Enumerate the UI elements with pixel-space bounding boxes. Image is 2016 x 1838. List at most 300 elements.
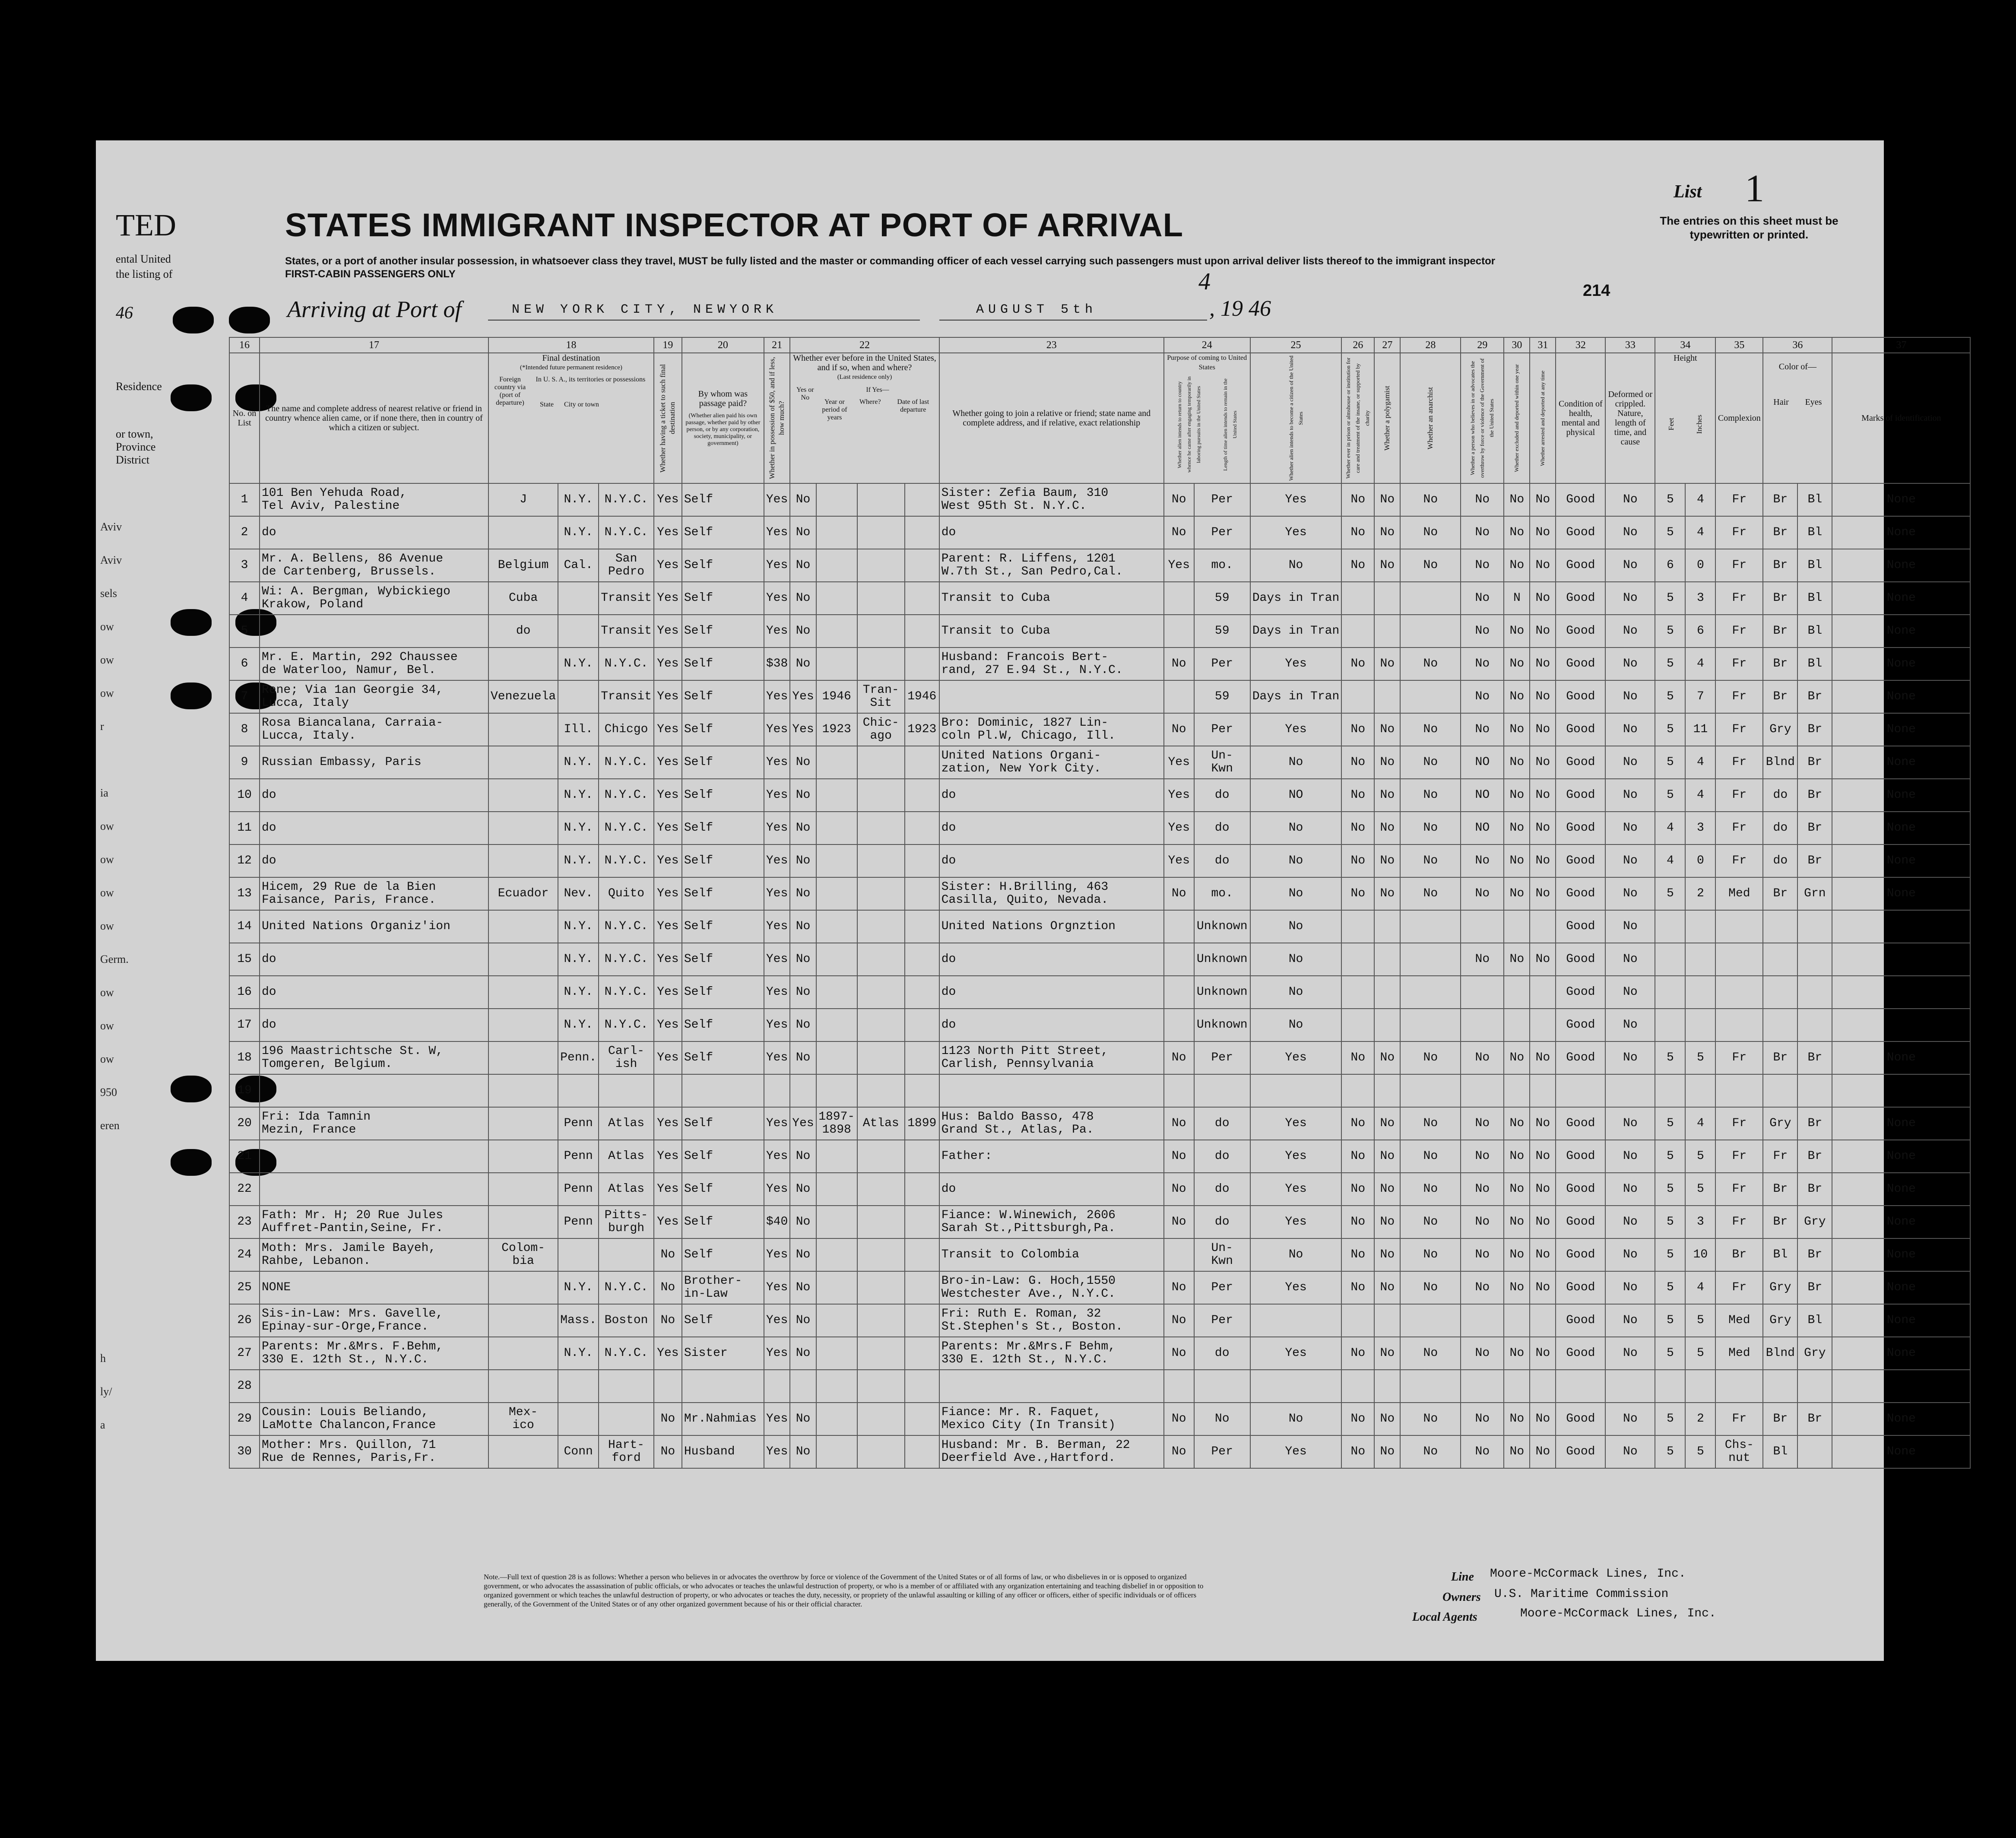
cell-overthrow: No <box>1461 648 1504 680</box>
table-row <box>229 1009 1970 1041</box>
cell-foreign-country <box>488 516 558 549</box>
stub-place: eren <box>100 1119 120 1132</box>
cell-year <box>816 648 857 680</box>
cell-hair: Br <box>1763 549 1797 582</box>
cell-ever-before <box>790 1370 816 1403</box>
cell-fifty-dollars: Yes <box>764 483 790 516</box>
cell-purpose-return: No <box>1164 648 1194 680</box>
cell-inches <box>1685 910 1715 943</box>
cell-purpose-return <box>1164 943 1194 976</box>
cell-complexion: Fr <box>1715 746 1763 779</box>
cell-citizen: No <box>1250 877 1342 910</box>
cell-citizen: No <box>1250 1403 1342 1435</box>
cell-nearest-relative: Mr. A. Bellens, 86 Avenue de Cartenberg, Brussels. <box>260 549 488 582</box>
cell-inches: 5 <box>1685 1337 1715 1370</box>
cell-deported: No <box>1530 615 1556 648</box>
cell-departure <box>905 1041 939 1074</box>
cell-deformed: No <box>1605 1435 1655 1468</box>
cell-deported: No <box>1530 680 1556 713</box>
cell-where <box>857 1173 905 1206</box>
cell-hair <box>1763 1074 1797 1107</box>
cell-purpose-length: No <box>1194 1403 1250 1435</box>
cell-excluded <box>1504 1074 1530 1107</box>
cell-year: 1923 <box>816 713 857 746</box>
cell-ticket: Yes <box>654 483 682 516</box>
cell-marks <box>1832 976 1970 1009</box>
cell-eyes: Bl <box>1797 1304 1832 1337</box>
cell-purpose-return: No <box>1164 877 1194 910</box>
cell-city: N.Y.C. <box>599 1009 654 1041</box>
col-num: 28 <box>1400 337 1461 353</box>
stub-line: ental United <box>116 253 171 265</box>
cell-where <box>857 615 905 648</box>
cell-nearest-relative: United Nations Organiz'ion <box>260 910 488 943</box>
table-row <box>229 779 1970 812</box>
cell-fifty-dollars: Yes <box>764 1403 790 1435</box>
cell-ticket: No <box>654 1403 682 1435</box>
cell-ticket: Yes <box>654 746 682 779</box>
stub-place: ow <box>100 853 114 866</box>
cell-marks: None <box>1832 483 1970 516</box>
col-num: 21 <box>764 337 790 353</box>
cell-inches: 5 <box>1685 1140 1715 1173</box>
cell-nearest-relative <box>260 1370 488 1403</box>
cell-overthrow <box>1461 1009 1504 1041</box>
date-underline <box>939 320 1207 321</box>
cell-citizen: Yes <box>1250 1435 1342 1468</box>
cell-nearest-relative: Parents: Mr.&Mrs. F.Behm, 330 E. 12th St., N.Y.C. <box>260 1337 488 1370</box>
cell-overthrow: NO <box>1461 779 1504 812</box>
cell-joining: Fri: Ruth E. Roman, 32 St.Stephen's St., Boston. <box>939 1304 1164 1337</box>
cell-inches: 0 <box>1685 844 1715 877</box>
cell-foreign-country <box>488 812 558 844</box>
cell-ever-before: No <box>790 1337 816 1370</box>
cell-fifty-dollars: Yes <box>764 844 790 877</box>
cell-feet: 5 <box>1655 1403 1685 1435</box>
cell-deformed: No <box>1605 746 1655 779</box>
cell-joining: do <box>939 1173 1164 1206</box>
col-num: 36 <box>1763 337 1832 353</box>
cell-feet <box>1655 943 1685 976</box>
cell-city: Pitts- burgh <box>599 1206 654 1238</box>
cell-purpose-return <box>1164 1074 1194 1107</box>
subtitle-line: States, or a port of another insular possession, in whatsoever class they travel, MUST be fully listed and the master or commanding officer of each vessel carrying such passengers must upon arrival deliver lists thereof to the immigrant inspector <box>285 255 1496 267</box>
cell-passage-paid: Self <box>682 1206 764 1238</box>
cell-hair: Gry <box>1763 1304 1797 1337</box>
cell-purpose-length: Per <box>1194 483 1250 516</box>
cell-ever-before: No <box>790 1173 816 1206</box>
cell-purpose-length: mo. <box>1194 877 1250 910</box>
cell-inches: 4 <box>1685 516 1715 549</box>
cell-deported: No <box>1530 1238 1556 1271</box>
cell-complexion: Med <box>1715 1304 1763 1337</box>
cell-purpose-length: do <box>1194 1337 1250 1370</box>
cell-joining: Transit to Cuba <box>939 615 1164 648</box>
cell-excluded: No <box>1504 1337 1530 1370</box>
cell-marks <box>1832 910 1970 943</box>
cell-ever-before: No <box>790 615 816 648</box>
cell-joining: do <box>939 976 1164 1009</box>
cell-hair: Bl <box>1763 1238 1797 1271</box>
cell-departure <box>905 976 939 1009</box>
cell-state <box>558 1238 599 1271</box>
cell-where <box>857 1074 905 1107</box>
cell-ever-before: No <box>790 582 816 615</box>
cell-joining: Sister: H.Brilling, 463 Casilla, Quito, Nevada. <box>939 877 1164 910</box>
cell-purpose-return: No <box>1164 1403 1194 1435</box>
header-deformed: Deformed or crippled. Nature, length of time, and cause <box>1605 353 1655 483</box>
cell-purpose-return: Yes <box>1164 549 1194 582</box>
cell-ticket: Yes <box>654 1206 682 1238</box>
stub-place: ia <box>100 787 108 799</box>
footnote-question-28: Note.—Full text of question 28 is as follows: Whether a person who believes in or advocates the overthrow by force or violence of the Government of the United States or of all forms of law, or who disbelieves in or is opposed to organized government, or who advocates the assassination of public officials, or who advocates or teaches the unlawful destruction of property, or who is a member of or affiliated with any organization entertaining and teaching disbelief in or opposition to organized government or which teaches the unlawful destruction of property, or who advocates or teaches the duty, necessity, or propriety of the unlawful assaulting or killing of any officer or officers, either of specific individuals or of officers generally, of the Government of the United States or of any other organized government because of his or their official character. <box>484 1573 1204 1608</box>
cell-nearest-relative: Hicem, 29 Rue de la Bien Faisance, Paris, France. <box>260 877 488 910</box>
cell-departure: 1923 <box>905 713 939 746</box>
cell-complexion: Br <box>1715 1238 1763 1271</box>
cell-city: San Pedro <box>599 549 654 582</box>
cell-state: N.Y. <box>558 910 599 943</box>
cell-purpose-length: Per <box>1194 1304 1250 1337</box>
cell-hair: Br <box>1763 1041 1797 1074</box>
cell-polygamist: No <box>1374 1140 1400 1173</box>
cell-citizen: No <box>1250 549 1342 582</box>
cell-city <box>599 1238 654 1271</box>
cell-passage-paid: Husband <box>682 1435 764 1468</box>
cell-excluded: No <box>1504 812 1530 844</box>
cell-complexion: Fr <box>1715 1107 1763 1140</box>
cell-inches <box>1685 1370 1715 1403</box>
cell-passage-paid: Mr.Nahmias <box>682 1403 764 1435</box>
cell-nearest-relative: 101 Ben Yehuda Road, Tel Aviv, Palestine <box>260 483 488 516</box>
cell-prison <box>1341 680 1374 713</box>
cell-complexion: Fr <box>1715 1403 1763 1435</box>
cell-anarchist: No <box>1400 713 1461 746</box>
stub-place: ow <box>100 920 114 932</box>
cell-polygamist: No <box>1374 746 1400 779</box>
cell-nearest-relative: Moth: Mrs. Jamile Bayeh, Rahbe, Lebanon. <box>260 1238 488 1271</box>
cell-citizen: No <box>1250 844 1342 877</box>
cell-state: N.Y. <box>558 779 599 812</box>
cell-feet: 5 <box>1655 877 1685 910</box>
cell-fifty-dollars: Yes <box>764 1435 790 1468</box>
cell-polygamist: No <box>1374 1041 1400 1074</box>
cell-complexion: Fr <box>1715 844 1763 877</box>
cell-foreign-country: Mex- ico <box>488 1403 558 1435</box>
date-correction: 4 <box>1198 268 1211 295</box>
cell-purpose-return <box>1164 976 1194 1009</box>
cell-marks: None <box>1832 1107 1970 1140</box>
final-destination-note: (*Intended future permanent residence) <box>520 364 622 371</box>
cell-city: N.Y.C. <box>599 779 654 812</box>
cell-ticket: Yes <box>654 713 682 746</box>
cell-fifty-dollars: $38 <box>764 648 790 680</box>
cell-list-number: 28 <box>229 1370 260 1403</box>
cell-joining: Sister: Zefia Baum, 310 West 95th St. N.Y.C. <box>939 483 1164 516</box>
cell-where <box>857 877 905 910</box>
cell-ever-before: No <box>790 1304 816 1337</box>
cell-ever-before: No <box>790 779 816 812</box>
cell-anarchist: No <box>1400 516 1461 549</box>
cell-where <box>857 976 905 1009</box>
cell-eyes: Gry <box>1797 1206 1832 1238</box>
cell-purpose-length: Unknown <box>1194 976 1250 1009</box>
cell-list-number: 19 <box>229 1074 260 1107</box>
arrival-year: , 19 46 <box>1209 296 1271 321</box>
cell-list-number: 17 <box>229 1009 260 1041</box>
cell-purpose-length: Per <box>1194 713 1250 746</box>
cell-ever-before: No <box>790 1238 816 1271</box>
cell-passage-paid: Self <box>682 1304 764 1337</box>
cell-overthrow: No <box>1461 1041 1504 1074</box>
cell-prison <box>1341 1074 1374 1107</box>
cell-nearest-relative <box>260 615 488 648</box>
stub-place: Germ. <box>100 953 129 965</box>
cell-nearest-relative: Cousin: Louis Beliando, LaMotte Chalancon,France <box>260 1403 488 1435</box>
cell-polygamist <box>1374 1074 1400 1107</box>
punch-hole <box>171 1076 212 1102</box>
punch-hole <box>229 307 270 333</box>
cell-marks: None <box>1832 812 1970 844</box>
header-color-of: Color of— Hair Eyes <box>1763 353 1832 483</box>
cell-ticket: No <box>654 1271 682 1304</box>
cell-ever-before: No <box>790 516 816 549</box>
cell-deported: No <box>1530 1173 1556 1206</box>
cell-list-number: 14 <box>229 910 260 943</box>
cell-fifty-dollars: Yes <box>764 1173 790 1206</box>
cell-polygamist: No <box>1374 779 1400 812</box>
cell-purpose-return: Yes <box>1164 812 1194 844</box>
cell-citizen <box>1250 1304 1342 1337</box>
cell-fifty-dollars: Yes <box>764 1304 790 1337</box>
cell-health: Good <box>1556 582 1605 615</box>
cell-where <box>857 1304 905 1337</box>
cell-fifty-dollars: Yes <box>764 713 790 746</box>
cell-ticket: Yes <box>654 1041 682 1074</box>
list-number: 1 <box>1745 167 1764 210</box>
cell-deformed <box>1605 1370 1655 1403</box>
cell-deformed: No <box>1605 483 1655 516</box>
cell-feet <box>1655 1074 1685 1107</box>
cell-deported: No <box>1530 516 1556 549</box>
cell-foreign-country <box>488 1173 558 1206</box>
cell-overthrow: No <box>1461 1271 1504 1304</box>
cell-prison: No <box>1341 1140 1374 1173</box>
cell-list-number: 9 <box>229 746 260 779</box>
cell-nearest-relative: do <box>260 844 488 877</box>
cell-hair <box>1763 1370 1797 1403</box>
table-row <box>229 1403 1970 1435</box>
cell-health: Good <box>1556 877 1605 910</box>
cell-purpose-length: Un- Kwn <box>1194 1238 1250 1271</box>
cell-inches: 3 <box>1685 812 1715 844</box>
cell-anarchist: No <box>1400 1271 1461 1304</box>
subtitle-line: FIRST-CABIN PASSENGERS ONLY <box>285 268 456 280</box>
document-subtitle <box>285 255 1581 281</box>
cell-city: Transit <box>599 680 654 713</box>
cell-feet: 5 <box>1655 746 1685 779</box>
local-agents-label: Local Agents <box>1412 1610 1477 1624</box>
cell-overthrow: No <box>1461 549 1504 582</box>
cell-deformed: No <box>1605 1238 1655 1271</box>
cell-joining: Transit to Cuba <box>939 582 1164 615</box>
cell-departure <box>905 943 939 976</box>
cell-citizen: Yes <box>1250 1271 1342 1304</box>
cell-year <box>816 746 857 779</box>
cell-list-number: 11 <box>229 812 260 844</box>
cell-purpose-length: mo. <box>1194 549 1250 582</box>
cell-hair: Br <box>1763 582 1797 615</box>
cell-ticket: Yes <box>654 680 682 713</box>
cell-passage-paid: Self <box>682 844 764 877</box>
cell-joining: do <box>939 844 1164 877</box>
cell-deported <box>1530 1370 1556 1403</box>
cell-year <box>816 1337 857 1370</box>
cell-health: Good <box>1556 844 1605 877</box>
cell-deported: No <box>1530 483 1556 516</box>
cell-citizen: Yes <box>1250 1107 1342 1140</box>
cell-anarchist: No <box>1400 1041 1461 1074</box>
col-num: 34 <box>1655 337 1715 353</box>
cell-health: Good <box>1556 910 1605 943</box>
table-row <box>229 615 1970 648</box>
col-num: 26 <box>1341 337 1374 353</box>
cell-complexion <box>1715 1009 1763 1041</box>
cell-list-number: 26 <box>229 1304 260 1337</box>
cell-departure <box>905 779 939 812</box>
cell-health: Good <box>1556 976 1605 1009</box>
cell-anarchist: No <box>1400 1403 1461 1435</box>
cell-purpose-length: Per <box>1194 516 1250 549</box>
cell-hair: Blnd <box>1763 1337 1797 1370</box>
cell-overthrow <box>1461 1304 1504 1337</box>
cell-purpose-return: No <box>1164 1337 1194 1370</box>
cell-year <box>816 1435 857 1468</box>
cell-where <box>857 1337 905 1370</box>
cell-citizen: No <box>1250 910 1342 943</box>
cell-year: 1946 <box>816 680 857 713</box>
header-c25: Whether alien intends to become a citizen of the United States <box>1250 353 1342 483</box>
cell-eyes <box>1797 976 1832 1009</box>
cell-marks: None <box>1832 1238 1970 1271</box>
cell-overthrow: No <box>1461 615 1504 648</box>
cell-city: N.Y.C. <box>599 910 654 943</box>
table-row <box>229 1173 1970 1206</box>
cell-nearest-relative: Wi: A. Bergman, Wybickiego Krakow, Poland <box>260 582 488 615</box>
cell-passage-paid: Self <box>682 1009 764 1041</box>
cell-polygamist: No <box>1374 844 1400 877</box>
cell-complexion: Fr <box>1715 648 1763 680</box>
cell-excluded: No <box>1504 1403 1530 1435</box>
cell-deformed: No <box>1605 844 1655 877</box>
final-destination-label: Final destination <box>542 353 600 363</box>
cell-citizen: Yes <box>1250 713 1342 746</box>
cell-anarchist: No <box>1400 812 1461 844</box>
cell-complexion <box>1715 910 1763 943</box>
cell-year <box>816 844 857 877</box>
stub-place: ow <box>100 820 114 832</box>
cell-inches: 11 <box>1685 713 1715 746</box>
cell-where <box>857 844 905 877</box>
cell-inches: 4 <box>1685 483 1715 516</box>
cell-excluded <box>1504 1304 1530 1337</box>
cell-passage-paid: Self <box>682 648 764 680</box>
cell-polygamist <box>1374 943 1400 976</box>
port-of-arrival: NEW YORK CITY, NEWYORK <box>512 302 778 317</box>
cell-complexion: Fr <box>1715 713 1763 746</box>
cell-excluded: No <box>1504 844 1530 877</box>
cell-polygamist: No <box>1374 549 1400 582</box>
header-nearest-relative: The name and complete address of nearest relative or friend in country whence alien came, or if none there, then in country of which a citizen or subject. <box>260 353 488 483</box>
cell-foreign-country: Belgium <box>488 549 558 582</box>
cell-departure <box>905 1370 939 1403</box>
cell-marks: None <box>1832 844 1970 877</box>
cell-joining: Transit to Colombia <box>939 1238 1164 1271</box>
cell-departure <box>905 1271 939 1304</box>
cell-where <box>857 1041 905 1074</box>
cell-ticket: Yes <box>654 812 682 844</box>
cell-marks: None <box>1832 648 1970 680</box>
cell-complexion: Fr <box>1715 516 1763 549</box>
stub-place: ow <box>100 986 114 999</box>
cell-inches: 6 <box>1685 615 1715 648</box>
header-where: Where? <box>859 398 881 406</box>
cell-state: N.Y. <box>558 516 599 549</box>
cell-ticket: Yes <box>654 844 682 877</box>
cell-complexion: Fr <box>1715 1173 1763 1206</box>
stub-place: ow <box>100 620 114 633</box>
cell-anarchist: No <box>1400 1173 1461 1206</box>
cell-nearest-relative <box>260 1173 488 1206</box>
cell-complexion: Fr <box>1715 812 1763 844</box>
cell-hair: do <box>1763 812 1797 844</box>
cell-excluded: No <box>1504 1271 1530 1304</box>
cell-marks: None <box>1832 746 1970 779</box>
cell-passage-paid <box>682 1074 764 1107</box>
cell-excluded <box>1504 1009 1530 1041</box>
cell-feet: 5 <box>1655 1304 1685 1337</box>
table-row <box>229 1337 1970 1370</box>
cell-year <box>816 1074 857 1107</box>
cell-polygamist <box>1374 582 1400 615</box>
cell-where <box>857 1009 905 1041</box>
cell-nearest-relative: Sis-in-Law: Mrs. Gavelle, Epinay-sur-Orge,France. <box>260 1304 488 1337</box>
cell-prison <box>1341 943 1374 976</box>
cell-complexion <box>1715 1074 1763 1107</box>
cell-health: Good <box>1556 1435 1605 1468</box>
cell-deformed: No <box>1605 582 1655 615</box>
cell-feet: 5 <box>1655 680 1685 713</box>
cell-departure <box>905 1074 939 1107</box>
cell-list-number: 15 <box>229 943 260 976</box>
cell-inches <box>1685 976 1715 1009</box>
cell-deformed: No <box>1605 877 1655 910</box>
cell-health: Good <box>1556 713 1605 746</box>
cell-nearest-relative: Mr. E. Martin, 292 Chaussee de Waterloo, Namur, Bel. <box>260 648 488 680</box>
col-num: 23 <box>939 337 1164 353</box>
cell-deformed: No <box>1605 943 1655 976</box>
cell-deported <box>1530 1009 1556 1041</box>
cell-excluded: No <box>1504 516 1530 549</box>
cell-overthrow: NO <box>1461 746 1504 779</box>
stub-place: ow <box>100 654 114 666</box>
cell-ever-before: No <box>790 812 816 844</box>
cell-purpose-length: Per <box>1194 648 1250 680</box>
cell-departure <box>905 1009 939 1041</box>
cell-year <box>816 516 857 549</box>
cell-deformed: No <box>1605 1107 1655 1140</box>
cell-state: N.Y. <box>558 1337 599 1370</box>
table-row <box>229 1304 1970 1337</box>
